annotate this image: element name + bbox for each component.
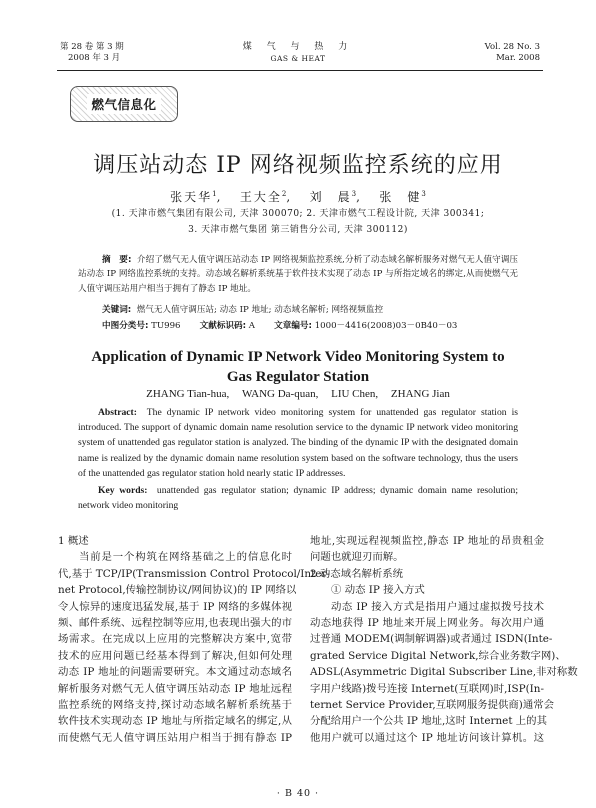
header-rule: [57, 70, 543, 71]
author-list-cn: 张天华$^1$, 王大全$^2$, 刘 晨$^3$, 张 健$^3$: [170, 190, 426, 204]
affiliation-line-2: 3. 天津市燃气集团 第三销售分公司, 天津 300112): [188, 225, 408, 235]
body-line: 技术的应用问题已经基本得到了解决,但如何处理: [58, 649, 292, 662]
subsection-heading: ① 动态 IP 接入方式: [331, 584, 425, 597]
header-volume-en-line2: Mar. 2008: [496, 53, 540, 63]
body-line: net Protocol,传输控制协议/网间协议)的 IP 网络以: [58, 584, 297, 597]
abstract-cn-text: 介绍了燃气无人值守调压站动态 IP 网络视频监控系统,分析了动态域名解析服务对燃气无人值守调压站动态 IP 网络监控系统的支持。动态域名解析系统基于软件技术实现了动态 IP 与所指定域名的绑定,从而使燃气无人值守调压站用户相当于拥有了静态 IP 地址。: [78, 255, 519, 294]
body-line: 动态 IP 地址的问题需要研究。本文通过动态域名: [58, 666, 292, 679]
abstract-cn: [78, 253, 518, 296]
body-line: 地址,实现远程视频监控,静态 IP 地址的昂贵租金: [310, 535, 544, 547]
journal-title-cn: 煤 气 与 热 力: [242, 42, 354, 52]
author-4: 张 健$^3$: [379, 190, 426, 204]
body-line: 代,基于 TCP/IP(Transmission Control Protocol/Inter-: [58, 567, 330, 580]
body-line: 字用户线路)拨号连接 Internet(互联网)时,ISP(In-: [310, 682, 544, 695]
abstract-en-text: The dynamic IP network video monitoring system for unattended gas regulator station is introduced. The support of dynamic domain name resolution service to the dynamic IP network video monitoring system of unattended gas regulator station is analyzed. The binding of the dynamic IP with the designated domain name is realized by the dynamic domain name resolution system based on the software technology, thus the users of the unattended gas regulator station hold nearly static IP addresses.: [78, 407, 518, 479]
paper-title-cn: 调压站动态 IP 网络视频监控系统的应用: [93, 153, 503, 178]
body-line: 而使燃气无人值守调压站用户相当于拥有静态 IP: [58, 731, 292, 744]
author-en-3: LIU Chen,: [331, 388, 379, 400]
body-line: 当前是一个构筑在网络基础之上的信息化时: [79, 551, 292, 564]
body-line: 动态地获得 IP 地址来开展上网业务。每次用户通: [310, 617, 544, 630]
body-line: 动态 IP 接入方式是指用户通过虚拟拨号技术: [331, 600, 544, 613]
journal-title-en: GAS & HEAT: [270, 54, 326, 63]
doc-code-value: A: [248, 321, 256, 331]
author-en-1: ZHANG Tian-hua,: [146, 388, 230, 400]
section-badge: [70, 86, 178, 122]
abstract-cn-label: 摘 要:: [102, 255, 132, 265]
header-volume-en: [485, 42, 540, 64]
keywords-en-text: unattended gas regulator station; dynamic IP address; dynamic domain name resolution; network video monitoring: [78, 485, 519, 512]
body-line: ADSL(Asymmetric Digital Subscriber Line,非对称数: [310, 666, 578, 679]
body-line: 分配给用户一个公共 IP 地址,这时 Internet 上的其: [310, 715, 547, 728]
body-line: 解析服务对燃气无人值守调压站动态 IP 地址远程: [58, 682, 292, 695]
clc-value: TU996: [151, 321, 181, 331]
affiliation-line-1: (1. 天津市燃气集团有限公司, 天津 300070; 2. 天津市燃气工程设计院, 天津 300341;: [111, 209, 485, 219]
keywords-en-label: Key words:: [98, 485, 148, 496]
section-heading-1: 1 概述: [58, 535, 89, 547]
abstract-en-label: Abstract:: [98, 407, 137, 418]
paper-title-en-line1: Application of Dynamic IP Network Video Monitoring System to: [91, 349, 505, 365]
page-number: · B 40 ·: [276, 788, 320, 799]
body-line: 频、邮件系统、远程控制等应用,也表现出强大的市: [58, 617, 292, 630]
doc-code-label: 文献标识码:: [199, 321, 247, 331]
author-1: 张天华$^1$: [170, 190, 217, 204]
abstract-en: [78, 405, 518, 481]
author-en-2: WANG Da-quan,: [241, 388, 319, 400]
header-volume: 第 28 卷 第 3 期: [60, 42, 124, 52]
body-line: 场需求。在完成以上应用的完整解决方案中,宽带: [58, 633, 292, 646]
author-list-en: [0, 388, 596, 400]
classification-info: [102, 319, 542, 333]
header-volume-en-line1: Vol. 28 No. 3: [484, 42, 540, 52]
clc-label: 中图分类号:: [102, 321, 149, 331]
author-en-4: ZHANG Jian: [390, 388, 450, 400]
body-line: 问题也就迎刃而解。: [310, 551, 404, 564]
keywords-cn-text: 燃气无人值守调压站; 动态 IP 地址; 动态域名解析; 网络视频监控: [136, 305, 384, 315]
body-column-left: [58, 533, 330, 746]
body-line: grated Service Digital Network,综合业务数字网)、: [310, 649, 566, 662]
body-line: ternet Service Provider,互联网服务提供商)通常会: [310, 699, 554, 712]
keywords-cn: [102, 303, 522, 317]
article-number-label: 文章编号:: [274, 321, 312, 331]
body-column-right: [310, 533, 578, 746]
author-3: 刘 晨$^3$: [309, 190, 357, 204]
body-line: 过普通 MODEM(调制解调器)或者通过 ISDN(Inte-: [310, 633, 553, 646]
paper-title-en: [0, 347, 596, 387]
paper-title-en-line2: Gas Regulator Station: [226, 369, 370, 385]
section-badge-label: 燃气信息化: [87, 94, 160, 114]
section-heading-2: 2 动态域名解析系统: [310, 567, 404, 580]
keywords-cn-label: 关键词:: [102, 305, 132, 315]
body-line: 软件技术实现动态 IP 地址与所指定域名的绑定,从: [58, 715, 292, 728]
keywords-en: [78, 483, 518, 513]
body-line: 监控系统的网络支持,探讨动态域名解析系统基于: [58, 699, 292, 712]
body-line: 令人惊异的速度迅猛发展,基于 IP 网络的多媒体视: [58, 600, 292, 613]
article-number-value: 1000－4416(2008)03－0B40－03: [314, 321, 458, 331]
body-line: 他用户就可以通过这个 IP 地址访问该计算机。这: [310, 731, 544, 744]
author-2: 王大全$^2$: [239, 190, 287, 204]
header-date: 2008 年 3 月: [68, 53, 121, 63]
